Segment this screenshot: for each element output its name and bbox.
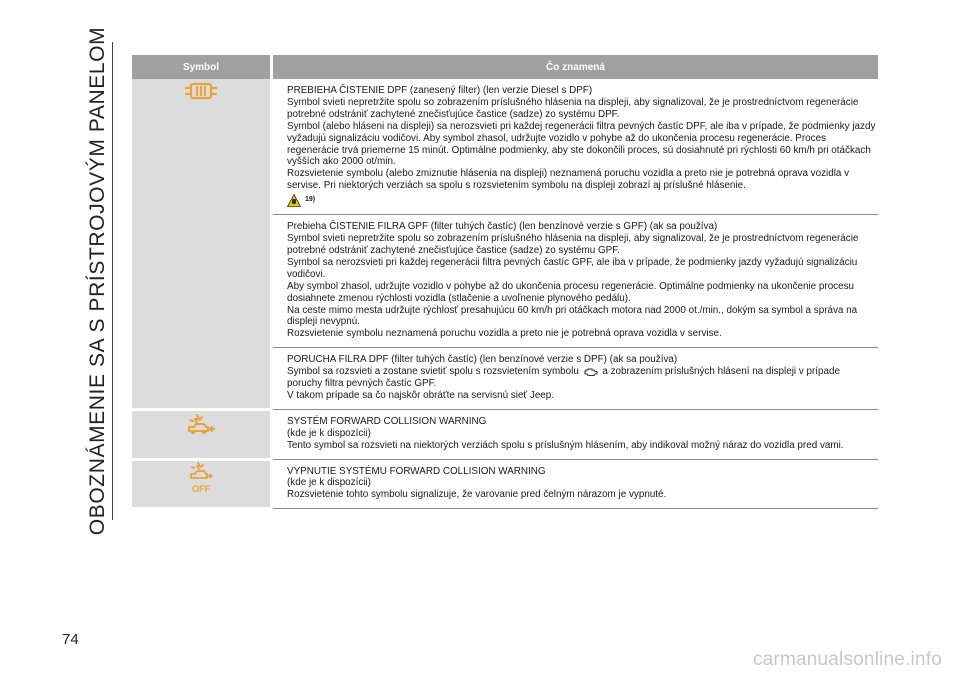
entry-paragraph: (kde je k dispozícii) [287, 477, 371, 489]
entry-paragraph: V takom prípade sa čo najskôr obráťte na servisnú sieť Jeep. [287, 389, 555, 401]
warning-hand-icon [287, 194, 301, 207]
table-header-row [132, 55, 878, 79]
entry-gpf-cleaning [273, 214, 878, 347]
symbol-cell [132, 459, 272, 509]
symbol-table [132, 55, 878, 510]
text-after-icon: a zobrazením príslušných hlásení na displeji v prípade poruchy filtra pevných častíc GPF. [287, 366, 841, 390]
meaning-cell [272, 79, 879, 409]
page-number: 74 [62, 631, 79, 648]
forward-collision-warning-off-icon [188, 461, 214, 495]
entry-dpf-cleaning [273, 79, 878, 214]
entry-paragraph: Rozsvietenie symbolu (alebo zmiznutie hlásenia na displeji) neznamená poruchu vozidla a preto nie je potrebná oprava vozidla v servise. Pri niektorých verziách sa spolu s rozsvietením symbolu na displeji zobrazí aj príslušné hlásenie. [287, 168, 850, 192]
entry-title: VYPNUTIE SYSTÉMU FORWARD COLLISION WARNING [287, 465, 546, 477]
entry-dpf-failure [273, 347, 878, 409]
text-before-icon: Symbol sa rozsvieti a zostane svietiť spolu s rozsvietením symbolu [287, 366, 579, 378]
entry-title: SYSTÉM FORWARD COLLISION WARNING [287, 415, 487, 427]
header-meaning: Čo znamená [272, 55, 879, 79]
entry-paragraph: Rozsvietenie tohto symbolu signalizuje, že varovanie pred čelným nárazom je vypnuté. [287, 489, 667, 501]
entry-paragraph: Symbol svieti nepretržite spolu so zobrazením príslušného hlásenia na displeji, aby signalizoval, že je prostredníctvom regenerácie potrebné odstrániť zachytené znečisťujúce častice (sadze) zo systému DPF. [287, 96, 859, 120]
watermark: carmanualsonline.info [752, 649, 942, 670]
meaning-cell [272, 409, 879, 459]
table-row [132, 409, 878, 459]
entry-paragraph: Symbol svieti nepretržite spolu so zobrazením príslušného hlásenia na displeji, aby signalizoval, že je prostredníctvom regenerácie potrebné odstrániť zachytené znečisťujúce častice (sadze) zo systému GPF. [287, 233, 859, 256]
table-row [132, 79, 878, 409]
dpf-filter-icon [185, 79, 217, 103]
entry-paragraph-with-icon [287, 366, 876, 390]
entry-paragraph: Symbol sa nerozsvieti pri každej regenerácii filtra pevných častíc GPF, ale iba v prípade, že podmienky jazdy vyžadujú signalizáciu vodičovi. [287, 256, 858, 280]
entry-paragraph: Tento symbol sa rozsvieti na niektorých verziách spolu s príslušným hlásením, aby indikoval možný náraz do vozidla pred vami. [287, 439, 844, 451]
entry-title: Prebieha ČISTENIE FILRA GPF (filter tuhých častíc) (len benzínové verzie s GPF) (ak sa používa) [287, 221, 718, 233]
header-symbol: Symbol [132, 55, 272, 79]
off-icon-label: OFF [192, 483, 210, 494]
entry-paragraph: (kde je k dispozícii) [287, 427, 371, 439]
side-chapter-title-text: OBOZNÁMENIE SA S PRÍSTROJOVÝM PANELOM [86, 26, 109, 536]
meaning-cell [272, 459, 879, 509]
entry-paragraph: Rozsvietenie symbolu neznamená poruchu vozidla a preto nie je potrebná oprava vozidla v servise. [287, 328, 722, 340]
symbol-cell [132, 409, 272, 459]
warning-reference [287, 194, 876, 207]
entry-title: PREBIEHA ČISTENIE DPF (zanesený filter) (len verzie Diesel s DPF) [287, 85, 593, 96]
entry-fcw-off [273, 460, 878, 509]
warning-ref-number: 19) [305, 195, 316, 203]
entry-paragraph: Na ceste mimo mesta udržujte rýchlosť presahujúcu 60 km/h pri otáčkach motora nad 2000 ot./min., dokým sa symbol a správa na displeji nevypnú. [287, 304, 858, 328]
side-divider-line [112, 42, 113, 520]
entry-title: PORUCHA FILRA DPF (filter tuhých častíc) (len benzínové verzie s DPF) (ak sa používa) [287, 354, 678, 366]
entry-fcw [273, 410, 878, 459]
entry-paragraph: Symbol (alebo hláseni na displeji) sa nerozsvieti pri každej regenerácii filtra pevných častíc DPF, ale iba v prípade, že podmienky jazdy vyžadujú signalizáciu vodičovi. Aby symbol zhasol, udržujte vozidlo v pohybe až do ukončenia procesu regenerácie. Proces regenerácie trvá priemerne 15 minút. Optimálne podmienky, aby ste dokončili proces, sú dosiahnuté pri rýchlosti 60 km/h pri otáčkach vyšších ako 2000 ot/min. [287, 120, 876, 168]
engine-malfunction-icon [584, 367, 598, 377]
forward-collision-warning-icon [186, 411, 216, 437]
symbol-cell [132, 79, 272, 409]
entry-paragraph: Aby symbol zhasol, udržujte vozidlo v pohybe až do ukončenia procesu regenerácie. Optimálne podmienky na ukončenie procesu dosiahnete zmenou rýchlosti vozidla (stlačenie a uvoľnenie plynového pedálu). [287, 280, 855, 304]
table-row [132, 459, 878, 509]
